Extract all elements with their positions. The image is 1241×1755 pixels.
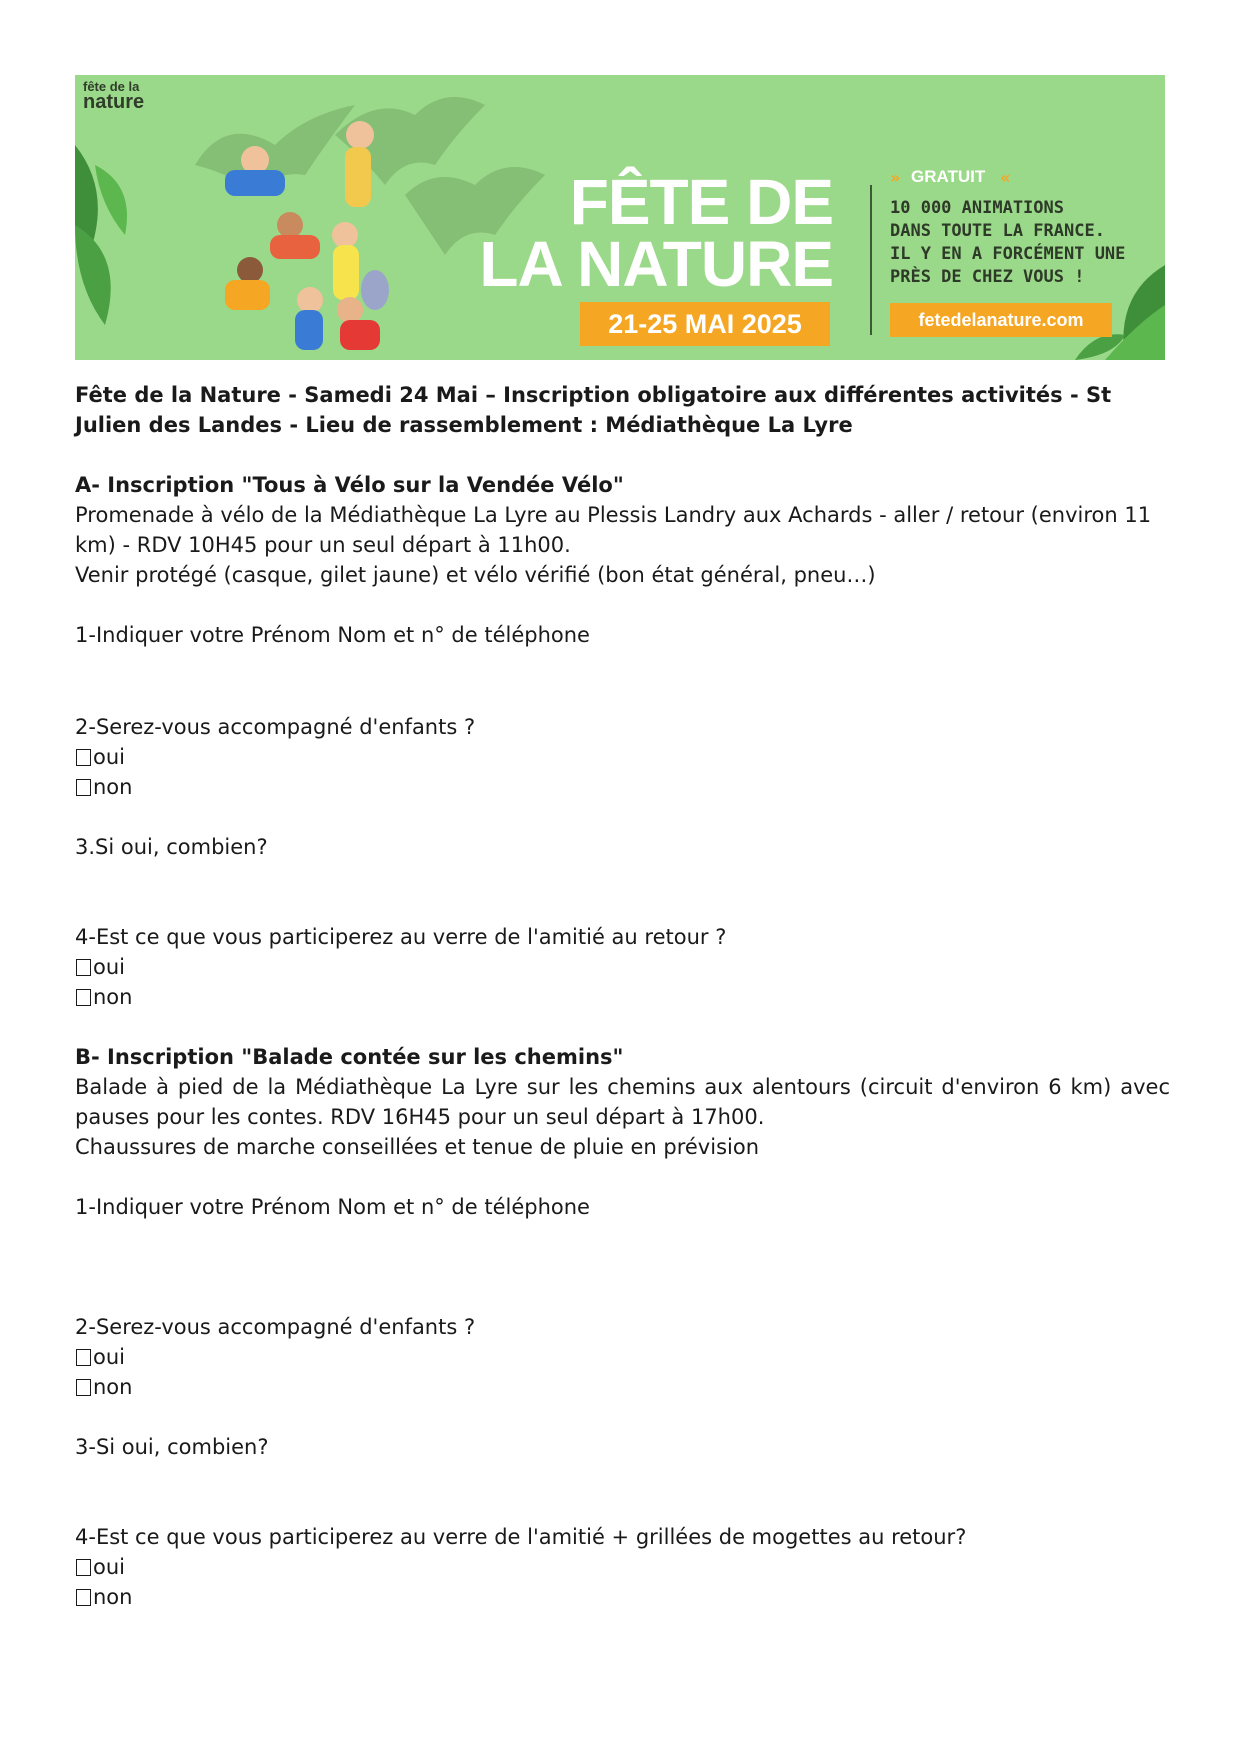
section-a-description: Promenade à vélo de la Médiathèque La Lyre au Plessis Landry aux Achards - aller / retour (environ 11 km) - RDV 10H45 pour un seul départ à 11h00. <box>75 503 1152 557</box>
section-a-q2-option-non[interactable] <box>75 772 1170 802</box>
animations-line-3: IL Y EN A FORCÉMENT UNE <box>890 244 1126 264</box>
section-a-note: Venir protégé (casque, gilet jaune) et vélo vérifié (bon état général, pneu…) <box>75 563 876 587</box>
option-label: non <box>93 1585 133 1609</box>
checkbox[interactable] <box>76 1559 91 1576</box>
section-a-q4-option-non[interactable] <box>75 982 1170 1012</box>
logo-line-2: nature <box>83 90 145 113</box>
section-b-q2-option-oui[interactable] <box>75 1342 1170 1372</box>
banner-divider <box>870 185 872 335</box>
page-title: Fête de la Nature - Samedi 24 Mai – Inscription obligatoire aux différentes activités - St Julien des Landes - Lieu de rassemblement : Médiathèque La Lyre <box>75 383 1112 437</box>
section-a-question-3: 3.Si oui, combien? <box>75 835 268 859</box>
banner-title-line-2: LA NATURE <box>479 228 833 300</box>
event-banner <box>75 75 1165 360</box>
checkbox[interactable] <box>76 749 91 766</box>
section-b-q2-option-non[interactable] <box>75 1372 1170 1402</box>
banner-title <box>433 166 833 300</box>
section-b-q4-option-oui[interactable] <box>75 1552 1170 1582</box>
logo-line-1: fête de la <box>83 79 140 94</box>
section-b-question-1: 1-Indiquer votre Prénom Nom et n° de téléphone <box>75 1195 590 1219</box>
section-b-heading: B- Inscription "Balade contée sur les chemins" <box>75 1045 624 1069</box>
banner-url: fetedelanature.com <box>890 303 1112 337</box>
gratuit-arrow-icon: » <box>890 168 901 187</box>
section-a-q2-option-oui[interactable] <box>75 742 1170 772</box>
section-a-question-2: 2-Serez-vous accompagné d'enfants ? <box>75 715 476 739</box>
section-a-question-1: 1-Indiquer votre Prénom Nom et n° de téléphone <box>75 623 590 647</box>
section-b-question-3: 3-Si oui, combien? <box>75 1435 269 1459</box>
section-a-question-4: 4-Est ce que vous participerez au verre de l'amitié au retour ? <box>75 925 727 949</box>
checkbox[interactable] <box>76 1589 91 1606</box>
checkbox[interactable] <box>76 779 91 796</box>
option-label: non <box>93 1375 133 1399</box>
registration-form <box>75 380 1170 1612</box>
animations-line-1: 10 000 ANIMATIONS <box>890 198 1064 218</box>
checkbox[interactable] <box>76 1349 91 1366</box>
option-label: oui <box>93 955 125 979</box>
section-a-q4-option-oui[interactable] <box>75 952 1170 982</box>
checkbox[interactable] <box>76 959 91 976</box>
animations-line-2: DANS TOUTE LA FRANCE. <box>890 221 1105 241</box>
section-b-note: Chaussures de marche conseillées et tenue de pluie en prévision <box>75 1135 759 1159</box>
option-label: oui <box>93 1345 125 1369</box>
option-label: oui <box>93 745 125 769</box>
banner-animations-text <box>890 197 1126 289</box>
checkbox[interactable] <box>76 989 91 1006</box>
option-label: non <box>93 985 133 1009</box>
section-b-question-2: 2-Serez-vous accompagné d'enfants ? <box>75 1315 476 1339</box>
banner-title-line-1: FÊTE DE <box>569 166 833 238</box>
option-label: non <box>93 775 133 799</box>
section-b-description: Balade à pied de la Médiathèque La Lyre sur les chemins aux alentours (circuit d'environ 6 km) avec pauses pour les contes. RDV 16H45 pour un seul départ à 17h00. <box>75 1075 1170 1129</box>
animations-line-4: PRÈS DE CHEZ VOUS ! <box>890 267 1085 287</box>
section-a-heading: A- Inscription "Tous à Vélo sur la Vendée Vélo" <box>75 473 624 497</box>
section-b-q4-option-non[interactable] <box>75 1582 1170 1612</box>
gratuit-label: GRATUIT <box>911 167 986 186</box>
fete-de-la-nature-logo <box>83 81 144 111</box>
banner-dates: 21-25 MAI 2025 <box>580 302 830 346</box>
option-label: oui <box>93 1555 125 1579</box>
section-b-question-4: 4-Est ce que vous participerez au verre de l'amitié + grillées de mogettes au retour? <box>75 1525 967 1549</box>
gratuit-arrow-right-icon: « <box>1000 168 1011 187</box>
checkbox[interactable] <box>76 1379 91 1396</box>
